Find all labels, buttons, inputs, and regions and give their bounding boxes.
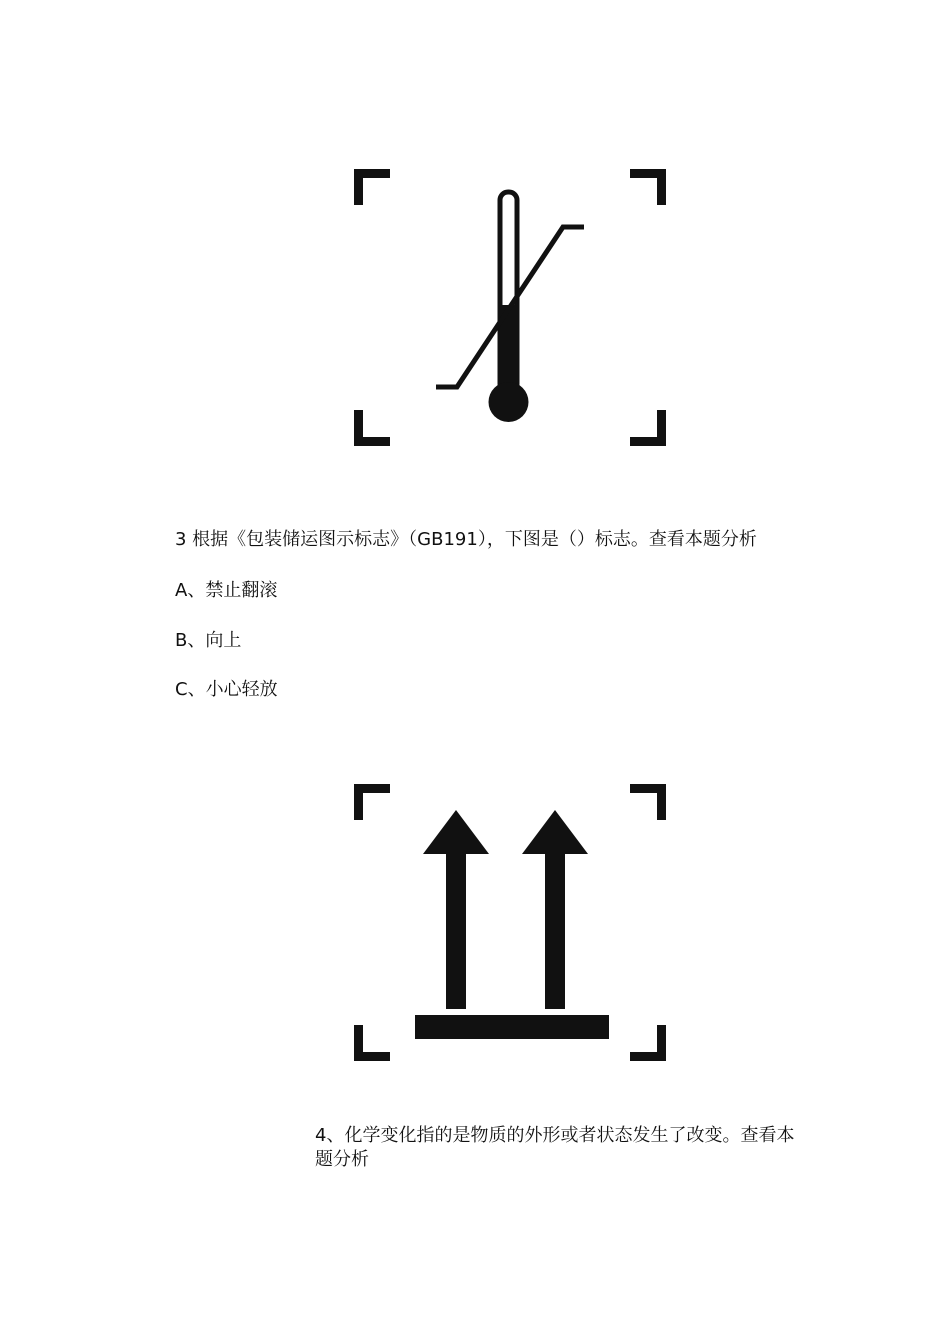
- question-4-analysis-link[interactable]: 查看本题分析: [315, 1125, 795, 1170]
- option-c[interactable]: C、小心轻放: [175, 679, 278, 700]
- this-way-up-symbol: [350, 780, 670, 1065]
- question-3-stem: [175, 528, 757, 552]
- option-b[interactable]: B、向上: [175, 630, 242, 651]
- question-4-text: 4、化学变化指的是物质的外形或者状态发生了改变。: [315, 1125, 741, 1146]
- question-4-stem: [315, 1124, 810, 1172]
- temperature-limits-icon: [350, 165, 670, 450]
- question-3-text: 3 根据《包装储运图示标志》（GB191），下图是（）标志。: [175, 529, 649, 550]
- question-3-analysis-link[interactable]: 查看本题分析: [648, 529, 757, 550]
- option-a[interactable]: A、禁止翻滚: [175, 580, 278, 601]
- temperature-limits-symbol: [350, 165, 670, 450]
- this-way-up-arrows-icon: [350, 780, 670, 1065]
